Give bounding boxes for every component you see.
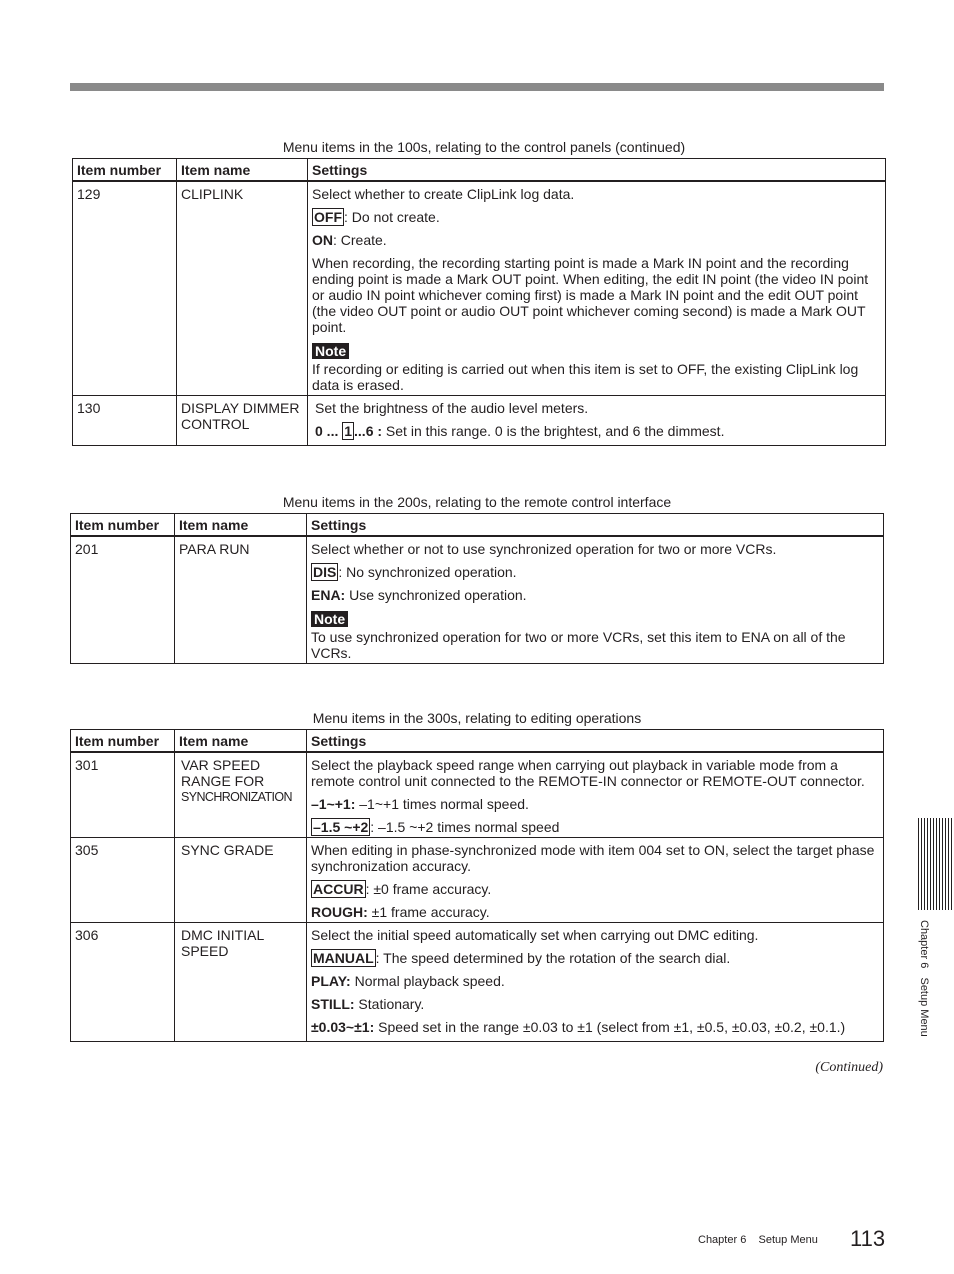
note-label: Note [312, 343, 349, 359]
item-settings [308, 181, 886, 396]
item-name-line: SYNCHRONIZATION [181, 790, 292, 804]
item-number: 306 [71, 923, 175, 1042]
table-row [71, 536, 884, 664]
table-row [71, 838, 884, 923]
setting-option [311, 564, 879, 580]
default-value-key: –1.5 ~+2 [313, 819, 369, 835]
item-number: 201 [71, 536, 175, 664]
setting-option [312, 209, 881, 225]
column-header-item-number: Item number [71, 730, 175, 753]
item-number: 301 [71, 752, 175, 838]
table-row [71, 752, 884, 838]
column-header-item-name: Item name [175, 514, 307, 537]
item-settings [307, 838, 884, 923]
option-key: ±0.03~±1: [311, 1019, 375, 1035]
column-header-item-name: Item name [175, 730, 307, 753]
option-key: ON [312, 232, 333, 248]
item-settings [307, 536, 884, 664]
range-text: Set in this range. 0 is the brightest, and 6 the dimmest. [382, 423, 725, 439]
setting-range [315, 423, 881, 439]
item-name: PARA RUN [175, 536, 307, 664]
item-name-line: RANGE FOR [181, 773, 265, 789]
option-text: : Create. [333, 232, 387, 248]
table-100-caption: Menu items in the 100s, relating to the control panels (continued) [282, 139, 686, 155]
range-start: 0 ... [315, 423, 343, 439]
setting-description: Select whether or not to use synchronized operation for two or more VCRs. [311, 541, 777, 557]
table-header-row [71, 730, 884, 753]
footer-chapter: Chapter 6 Setup Menu [698, 1234, 818, 1246]
table-100s [72, 158, 886, 446]
setting-option [311, 904, 879, 920]
item-name [175, 752, 307, 838]
header-rule [70, 83, 884, 91]
default-value-key: 1 [344, 423, 353, 439]
setting-option [311, 996, 879, 1012]
option-key: –1~+1: [311, 796, 356, 812]
side-chapter-label: Chapter 6 Setup Menu [918, 920, 930, 1037]
item-number: 305 [71, 838, 175, 923]
continued-label: (Continued) [815, 1060, 883, 1075]
column-header-settings: Settings [308, 159, 886, 182]
table-row [73, 181, 886, 396]
default-value-key: DIS [313, 564, 337, 580]
setting-option [311, 1019, 879, 1035]
option-text: : –1.5 ~+2 times normal speed [370, 819, 560, 835]
range-end: ...6 : [354, 423, 383, 439]
option-text: : Do not create. [344, 209, 440, 225]
table-row [71, 923, 884, 1042]
column-header-settings: Settings [307, 730, 884, 753]
option-text: –1~+1 times normal speed. [355, 796, 529, 812]
item-number: 130 [73, 396, 177, 446]
column-header-settings: Settings [307, 514, 884, 537]
item-settings [307, 752, 884, 838]
setting-option [311, 796, 879, 812]
default-value-key: MANUAL [313, 950, 374, 966]
setting-description: Set the brightness of the audio level meters. [315, 400, 589, 416]
option-text: : The speed determined by the rotation of the search dial. [375, 950, 731, 966]
item-name-line: VAR SPEED [181, 757, 261, 773]
option-text: : ±0 frame accuracy. [365, 881, 492, 897]
table-header-row [71, 514, 884, 537]
table-row [73, 396, 886, 446]
item-name: DMC INITIAL SPEED [175, 923, 307, 1042]
table-200s [70, 513, 884, 664]
setting-description: Select the playback speed range when carrying out playback in variable mode from a remote control unit connected to the REMOTE-IN connector or REMOTE-OUT connector. [311, 757, 865, 789]
setting-paragraph: When recording, the recording starting point is made a Mark IN point and the recording ending point is made a Mark OUT point. When editing, the edit IN point (the video IN point or audio IN point whichever coming first) is made a Mark IN point and the edit OUT point (the video OUT point or audio OUT point whichever coming second) is made a Mark OUT point. [312, 255, 869, 335]
item-settings [307, 923, 884, 1042]
item-name: CLIPLINK [177, 181, 308, 396]
option-key: STILL: [311, 996, 355, 1012]
thumb-index-tab [918, 818, 954, 910]
setting-option [311, 881, 879, 897]
note-label: Note [311, 611, 348, 627]
setting-description: Select the initial speed automatically set when carrying out DMC editing. [311, 927, 759, 943]
column-header-item-number: Item number [71, 514, 175, 537]
option-key: ENA: [311, 587, 346, 603]
setting-option [311, 587, 879, 603]
option-text: : No synchronized operation. [338, 564, 517, 580]
option-text: Stationary. [354, 996, 425, 1012]
option-key: ROUGH: [311, 904, 368, 920]
setting-option [311, 950, 879, 966]
option-text: Normal playback speed. [350, 973, 505, 989]
page-number: 113 [850, 1226, 886, 1251]
setting-option [312, 232, 881, 248]
table-300-caption: Menu items in the 300s, relating to editing operations [312, 710, 642, 726]
option-text: Speed set in the range ±0.03 to ±1 (select from ±1, ±0.5, ±0.03, ±0.2, ±0.1.) [374, 1019, 846, 1035]
setting-option [311, 973, 879, 989]
table-200-caption: Menu items in the 200s, relating to the remote control interface [282, 494, 672, 510]
option-text: Use synchronized operation. [345, 587, 527, 603]
note-text: To use synchronized operation for two or more VCRs, set this item to ENA on all of the VCRs. [311, 629, 846, 661]
table-header-row [73, 159, 886, 182]
item-name: SYNC GRADE [175, 838, 307, 923]
note-text: If recording or editing is carried out when this item is set to OFF, the existing ClipLink log data is erased. [312, 361, 859, 393]
item-name: DISPLAY DIMMER CONTROL [177, 396, 308, 446]
setting-description: When editing in phase-synchronized mode with item 004 set to ON, select the target phase synchronization accuracy. [311, 842, 875, 874]
table-300s [70, 729, 884, 1042]
option-text: ±1 frame accuracy. [367, 904, 490, 920]
setting-description: Select whether to create ClipLink log data. [312, 186, 575, 202]
default-value-key: OFF [314, 209, 342, 225]
item-number: 129 [73, 181, 177, 396]
option-key: PLAY: [311, 973, 351, 989]
default-value-key: ACCUR [313, 881, 364, 897]
column-header-item-number: Item number [73, 159, 177, 182]
column-header-item-name: Item name [177, 159, 308, 182]
item-settings [308, 396, 886, 446]
setting-option [311, 819, 879, 835]
